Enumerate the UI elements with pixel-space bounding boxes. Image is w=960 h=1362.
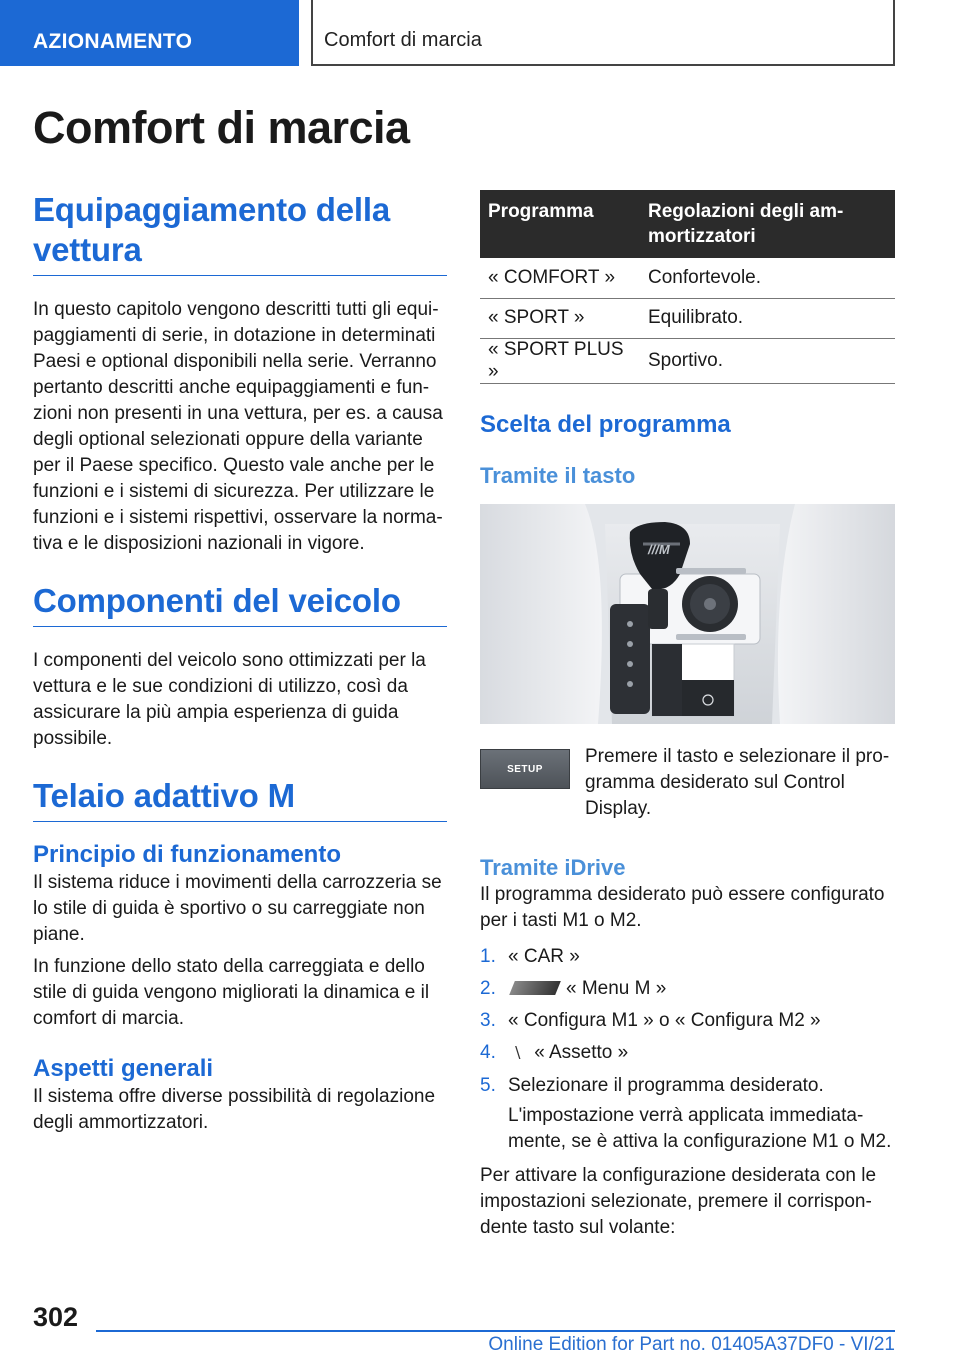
table-cell-setting: Equilibrato.: [640, 298, 895, 338]
left-column: [33, 190, 447, 1136]
section-title: Comfort di marcia: [324, 29, 482, 51]
footer-divider: [96, 1330, 895, 1332]
table-header-program: Programma: [480, 190, 640, 258]
page-title: Comfort di marcia: [33, 102, 410, 153]
step-text: « Configura M1 » o « Configura M2 »: [508, 1009, 821, 1031]
damper-programs-table: [480, 190, 895, 384]
step-number: 1.: [480, 945, 496, 967]
adaptive-chassis-heading: Telaio adattivo M: [33, 776, 447, 822]
equipment-heading: Equipaggiamento della vettura: [33, 190, 447, 276]
center-console-illustration: [480, 504, 895, 724]
right-column: [480, 190, 895, 1241]
step-text: « Menu M »: [566, 977, 667, 999]
step-number: 2.: [480, 977, 496, 999]
idrive-steps-list: [480, 944, 895, 1099]
table-cell-program: « SPORT PLUS »: [480, 338, 640, 383]
table-row: [480, 298, 895, 338]
list-item: [480, 976, 895, 1002]
step-number: 3.: [480, 1009, 496, 1031]
step-text: « Assetto »: [534, 1041, 629, 1063]
via-idrive-heading: Tramite iDrive: [480, 854, 626, 880]
step-number: 4.: [480, 1041, 496, 1063]
step-number: 5.: [480, 1074, 496, 1096]
m-logo-icon: ///M: [648, 541, 670, 557]
components-text: I componenti del veicolo sono ottimizzati per la vettura e le sue condizioni di utilizzo, così da assicurare la più ampia esperienza di guida possibile.: [33, 650, 426, 749]
table-header-setting: Regolazioni degli ammortizzatori: [640, 190, 895, 258]
operating-principle-text-2: In funzione dello stato della carreggiata e dello stile di guida vengono migliorati la dinamica e il comfort di marcia.: [33, 956, 430, 1029]
m-menu-icon: [509, 981, 561, 995]
operating-principle-heading: Principio di funzionamento: [33, 841, 341, 868]
edition-link[interactable]: Online Edition for Part no. 01405A37DF0 - VI/21: [488, 1334, 895, 1355]
setup-instruction: [480, 744, 895, 822]
chapter-tab[interactable]: AZIONAMENTO: [0, 0, 299, 66]
list-item: [480, 944, 895, 970]
setup-button-icon: SETUP: [480, 749, 570, 789]
page-header: [0, 0, 960, 66]
components-heading: Componenti del veicolo: [33, 581, 447, 627]
list-item: [480, 1073, 895, 1099]
step-text: Selezionare il programma desiderato.: [508, 1074, 824, 1096]
idrive-text: Il programma desiderato può essere configurato per i tasti M1 o M2.: [480, 883, 885, 931]
page-number: 302: [33, 1302, 79, 1332]
damper-setting-icon: ∖: [512, 1044, 523, 1062]
final-instruction-text: Per attivare la configurazione desiderata con le impostazioni selezionate, premere il corrispondente tasto sul volante:: [480, 1164, 877, 1238]
center-console-photo: [480, 504, 895, 724]
equipment-text: In questo capitolo vengono descritti tutti gli equipaggiamenti di serie, in dotazione in determinati Paesi e optional disponibili nella serie. Verranno pertanto descritti anche equipaggiamenti e funzioni non presenti in una vettura, per es. a causa degli optional selezionati oppure della variante per il Paese specifico. Questo vale anche per le funzioni e i sistemi di sicurezza. Per utilizzare le funzioni e i sistemi rispettivi, osservare la normativa e le disposizioni nazionali in vigore.: [33, 299, 443, 554]
table-cell-program: « COMFORT »: [480, 258, 640, 298]
step-text: « CAR »: [508, 945, 580, 967]
operating-principle-text-1: Il sistema riduce i movimenti della carrozzeria se lo stile di guida è sportivo o su carreggiate non piane.: [33, 872, 442, 945]
table-cell-setting: Sportivo.: [640, 338, 895, 383]
general-aspects-heading: Aspetti generali: [33, 1055, 214, 1082]
table-cell-setting: Confortevole.: [640, 258, 895, 298]
table-row: [480, 258, 895, 298]
step-5-note: L'impostazione verrà applicata immediatamente, se è attiva la configurazione M1 o M2.: [508, 1104, 892, 1152]
general-aspects-text: Il sistema offre diverse possibilità di regolazione degli ammortizzatori.: [33, 1086, 436, 1133]
program-selection-heading: Scelta del programma: [480, 410, 731, 438]
list-item: [480, 1008, 895, 1034]
list-item: [480, 1040, 895, 1067]
via-button-heading: Tramite il tasto: [480, 462, 636, 488]
table-cell-program: « SPORT »: [480, 298, 640, 338]
setup-instruction-text: Premere il tasto e selezionare il programma desiderato sul Control Display.: [585, 745, 890, 819]
table-row: [480, 338, 895, 383]
